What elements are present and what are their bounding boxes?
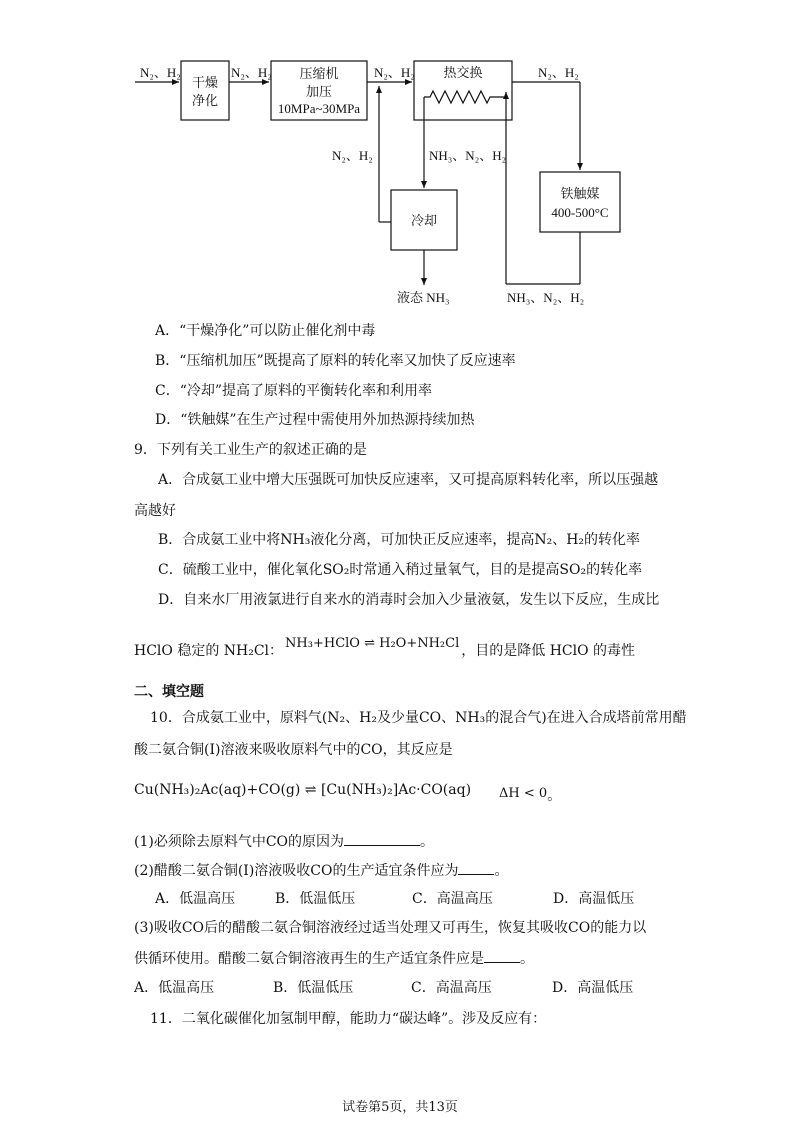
q10-eq-text: Cu(NH₃)₂Ac(aq)+CO(g) ⇌ [Cu(NH₃)₂]Ac·CO(aq) <box>134 782 472 798</box>
q9-option-b: B．合成氨工业中将NH₃液化分离，可加快正反应速率，提高N₂、H₂的转化率 <box>158 532 641 548</box>
dryer-label-1: 干燥 <box>191 75 219 90</box>
q10-part3-line1: (3)吸收CO后的醋酸二氨合铜溶液经过适当处理又可再生，恢复其吸收CO的能力以 <box>134 920 647 936</box>
label-comp-out: N₂、H₂ <box>374 65 415 80</box>
q8-option-b: B．“压缩机加压”既提高了原料的转化率又加快了反应速率 <box>155 353 516 369</box>
heat-exchanger-label: 热交换 <box>443 65 483 80</box>
q10-equation <box>134 780 562 804</box>
ammonia-process-diagram <box>0 0 800 320</box>
q8-option-a: A．“干燥净化”可以防止催化剂中毒 <box>155 323 376 339</box>
q10-part2 <box>134 860 508 881</box>
q10-delta-h: ΔH < 0 <box>499 786 548 801</box>
q9-option-d-line2 <box>134 636 636 662</box>
label-recycle: N₂、H₂ <box>332 148 373 163</box>
q9-option-d-line1: D．自来水厂用液氯进行自来水的消毒时会加入少量液氨，发生以下反应，生成比 <box>158 592 660 608</box>
q10-part3-option-b: B．低温低压 <box>273 980 354 996</box>
q10-stem-line1: 10．合成氨工业中，原料气(N₂、H₂及少量CO、NH₃的混合气)在进入合成塔前常用醋 <box>150 710 687 726</box>
q10-part1-end: 。 <box>420 834 435 850</box>
compressor-label-3: 10MPa~30MPa <box>277 101 361 116</box>
q10-part2-option-a: A．低温高压 <box>155 891 236 907</box>
q9-option-a-line2: 高越好 <box>134 503 176 519</box>
q10-eq-period: 。 <box>547 788 562 804</box>
label-to-cooler: NH₃、N₂、H₂ <box>429 148 507 163</box>
q10-part3-text: 供循环使用。醋酸二氨合铜溶液再生的生产适宜条件应是 <box>134 951 484 967</box>
q9-d-suffix: ，目的是降低 HClO 的毒性 <box>461 643 636 659</box>
q9-d-equation: NH₃+HClO ⇌ H₂O+NH₂Cl <box>285 636 460 651</box>
q10-part3-option-a: A．低温高压 <box>134 980 215 996</box>
catalyst-label-1: 铁触媒 <box>560 186 600 201</box>
cooler-label: 冷却 <box>410 213 438 228</box>
label-from-catalyst: NH₃、N₂、H₂ <box>507 290 585 305</box>
page-footer: 试卷第5页，共13页 <box>342 1100 458 1115</box>
q9-option-a-line1: A．合成氨工业中增大压强既可加快反应速率，又可提高原料转化率，所以压强越 <box>158 472 659 488</box>
q10-part3-line2 <box>134 948 534 969</box>
q10-part2-end: 。 <box>494 863 509 879</box>
dryer-box <box>181 61 229 120</box>
compressor-label-1: 压缩机 <box>299 66 339 81</box>
q10-part2-option-c: C．高温高压 <box>412 891 493 907</box>
q10-part1-answer-blank[interactable] <box>344 831 420 846</box>
q10-part1-text: (1)必须除去原料气中CO的原因为 <box>134 834 345 850</box>
q10-part1 <box>134 831 434 852</box>
q10-part3-option-d: D．高温低压 <box>552 980 634 996</box>
q9-stem: 9．下列有关工业生产的叙述正确的是 <box>134 442 367 458</box>
q10-part2-option-b: B．低温低压 <box>275 891 356 907</box>
q10-stem-line2: 酸二氨合铜(I)溶液来吸收原料气中的CO，其反应是 <box>134 742 453 758</box>
label-dry-out: N₂、H₂ <box>231 65 272 80</box>
q10-part2-answer-blank[interactable] <box>458 860 494 875</box>
catalyst-box <box>540 172 620 232</box>
dryer-label-2: 净化 <box>191 93 219 108</box>
q11-stem: 11．二氧化碳催化加氢制甲醇，能助力“碳达峰”。涉及反应有： <box>150 1011 547 1027</box>
q10-part3-option-c: C．高温高压 <box>411 980 492 996</box>
compressor-label-2: 加压 <box>305 84 333 99</box>
q9-option-c: C．硫酸工业中，催化氧化SO₂时常通入稍过量氧气，目的是提高SO₂的转化率 <box>158 562 643 578</box>
label-hx-out: N₂、H₂ <box>538 65 579 80</box>
label-feed: N₂、H₂ <box>140 65 181 80</box>
q10-part2-text: (2)醋酸二氨合铜(I)溶液吸收CO的生产适宜条件应为 <box>134 863 459 879</box>
q10-part3-end: 。 <box>520 951 534 967</box>
q8-option-c: C．“冷却”提高了原料的平衡转化率和利用率 <box>155 383 433 399</box>
catalyst-label-2: 400-500°C <box>551 205 609 220</box>
q9-d-prefix: HClO 稳定的 NH₂Cl： <box>134 643 284 659</box>
label-liquid-nh3: 液态 NH₃ <box>397 290 450 305</box>
q8-option-d: D．“铁触媒”在生产过程中需使用外加热源持续加热 <box>155 412 475 428</box>
section-heading: 二、填空题 <box>134 684 204 700</box>
q10-part2-option-d: D．高温低压 <box>553 891 635 907</box>
heat-coil <box>424 91 504 103</box>
q10-part3-answer-blank[interactable] <box>484 948 520 963</box>
